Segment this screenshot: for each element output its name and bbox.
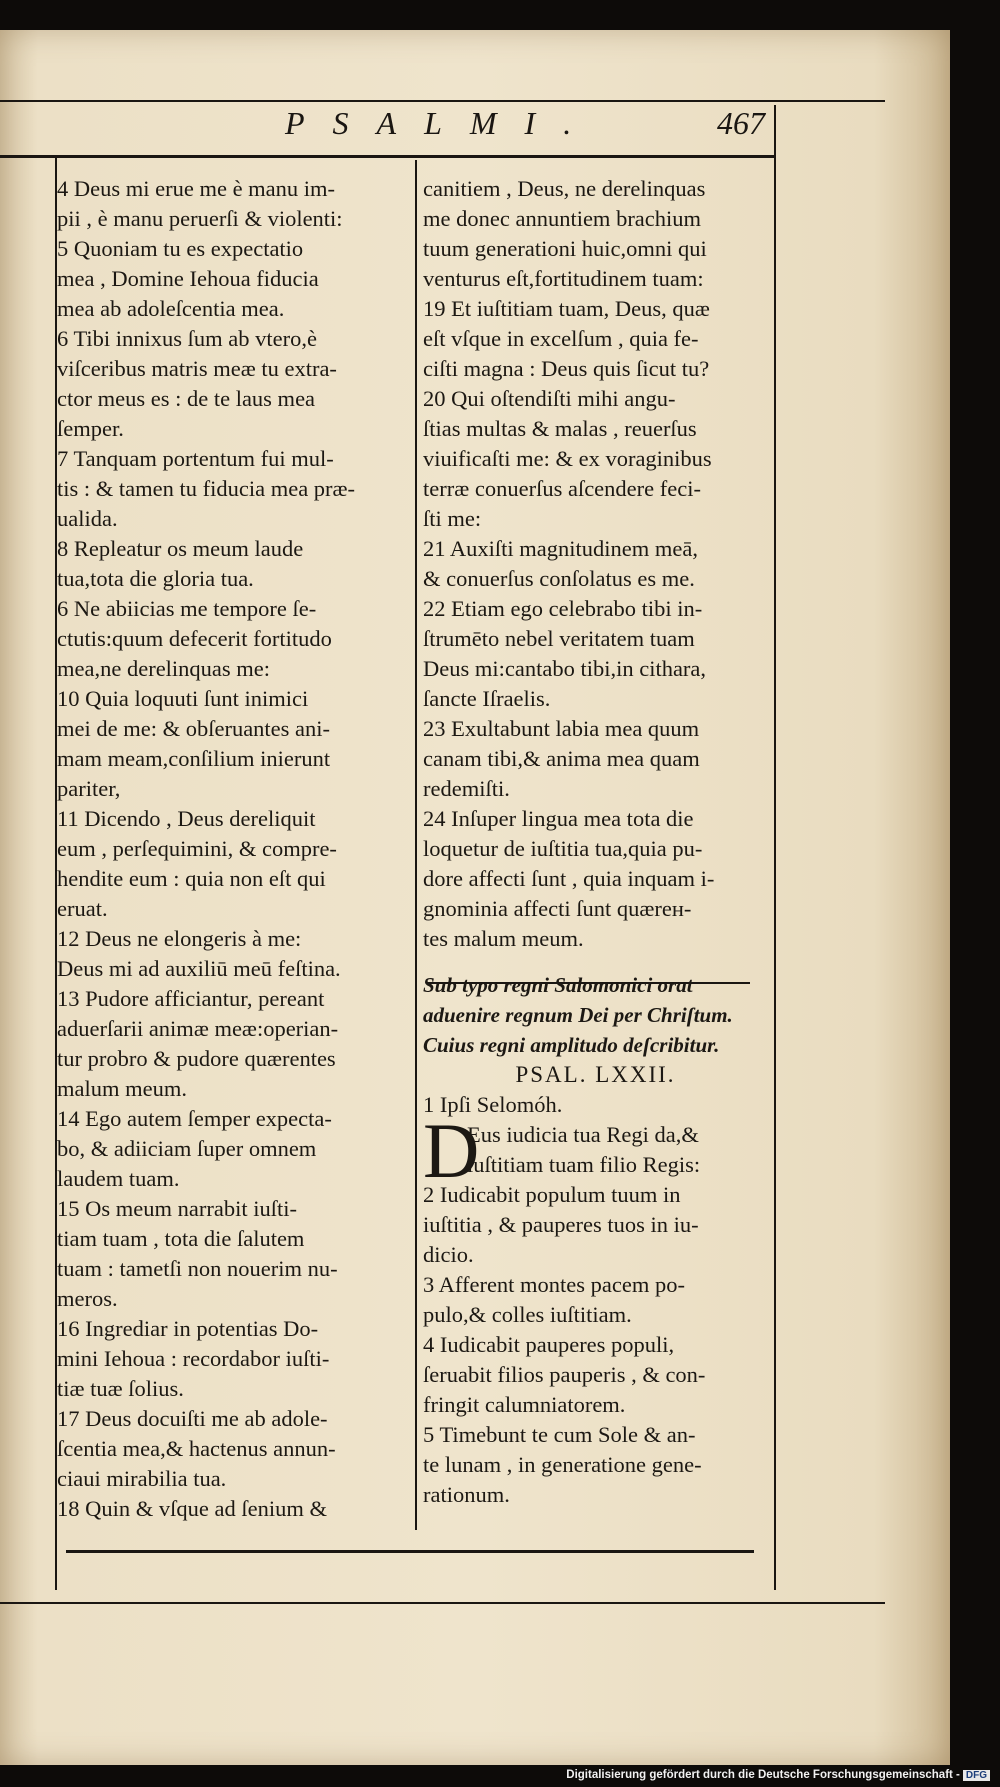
text-line: 5 Quoniam tu es expectatio <box>57 236 304 261</box>
text-line: 2 Iudicabit populum tuum in <box>423 1182 681 1207</box>
digitization-credit <box>566 1769 990 1781</box>
spacer <box>423 962 768 970</box>
lower-rule <box>0 1602 885 1604</box>
text-line: laudem tuam. <box>57 1166 180 1191</box>
text-line: dore affecti ſunt , quia inquam i- <box>423 866 715 891</box>
right-column <box>423 174 768 1510</box>
text-line: tuum generationi huic,omni qui <box>423 236 707 261</box>
right-margin-rule <box>774 105 776 1590</box>
text-line: eſt vſque in excelſum , quia fe- <box>423 326 699 351</box>
text-line: ſeruabit filios pauperis , & con- <box>423 1362 706 1387</box>
dfg-logo: DFG <box>963 1770 990 1781</box>
column-divider-rule <box>415 160 417 1530</box>
text-line: hendite eum : quia non eſt qui <box>57 866 326 891</box>
text-line: ſtias multas & malas , reuerſus <box>423 416 697 441</box>
text-line: ſtrumēto nebel veritatem tuam <box>423 626 695 651</box>
text-line: pii , è manu peruerſi & violenti: <box>57 206 343 231</box>
text-line: te lunam , in generatione gene- <box>423 1452 702 1477</box>
text-line: 4 Deus mi erue me è manu im- <box>57 176 336 201</box>
text-line: ciaui mirabilia tua. <box>57 1466 227 1491</box>
text-line: mam meam,conſilium inierunt <box>57 746 331 771</box>
drop-cap-letter: D <box>423 1107 480 1194</box>
text-line: 13 Pudore afficiantur, pereant <box>57 986 325 1011</box>
text-line: tes malum meum. <box>423 926 584 951</box>
text-line: 22 Etiam ego celebrabo tibi in- <box>423 596 703 621</box>
text-line: ſcentia mea,& hactenus annun- <box>57 1436 336 1461</box>
bottom-rule <box>66 1550 754 1553</box>
text-line: canam tibi,& anima mea quam <box>423 746 700 771</box>
text-line: ctor meus es : de te laus mea <box>57 386 316 411</box>
text-line: pariter, <box>57 776 121 801</box>
text-line: iuſtitia , & pauperes tuos in iu- <box>423 1212 699 1237</box>
header-rule <box>0 155 775 158</box>
text-line: dicio. <box>423 1242 474 1267</box>
running-title: PSALMI. <box>285 105 600 141</box>
credit-text: Digitalisierung gefördert durch die Deutsche Forschungsgemeinschaft - <box>566 1769 960 1781</box>
text-line: 7 Tanquam portentum fui mul- <box>57 446 334 471</box>
text-line: tiam tuam , tota die ſalutem <box>57 1226 305 1251</box>
text-line: eruat. <box>57 896 108 921</box>
text-line: 10 Quia loquuti ſunt inimici <box>57 686 309 711</box>
text-line: ſancte Iſraelis. <box>423 686 551 711</box>
text-line: 24 Inſuper lingua mea tota die <box>423 806 694 831</box>
text-line: pulo,& colles iuſtitiam. <box>423 1302 632 1327</box>
text-line: rationum. <box>423 1482 510 1507</box>
text-line: 8 Repleatur os meum laude <box>57 536 304 561</box>
text-line: canitiem , Deus, ne derelinquas <box>423 176 706 201</box>
text-line: tuam : tametſi non nouerim nu- <box>57 1256 338 1281</box>
text-line: Sub typo regni Salomonici orat <box>423 973 693 997</box>
text-line: ſti me: <box>423 506 482 531</box>
text-line: 3 Afferent montes pacem po- <box>423 1272 686 1297</box>
text-line: 19 Et iuſtitiam tuam, Deus, quæ <box>423 296 710 321</box>
text-line: ctutis:quum defecerit fortitudo <box>57 626 332 651</box>
text-line: bo, & adiiciam ſuper omnem <box>57 1136 317 1161</box>
text-line: ualida. <box>57 506 118 531</box>
page-number: 467 <box>717 105 765 141</box>
text-line: 17 Deus docuiſti me ab adole- <box>57 1406 328 1431</box>
text-line: fringit calumniatorem. <box>423 1392 626 1417</box>
text-line: terræ conuerſus aſcendere feci- <box>423 476 701 501</box>
text-line: venturus eſt,fortitudinem tuam: <box>423 266 704 291</box>
text-line: me donec annuntiem brachium <box>423 206 702 231</box>
text-line: tis : & tamen tu fiducia mea præ- <box>57 476 356 501</box>
text-line: aduerſarii animæ meæ:operian- <box>57 1016 339 1041</box>
text-line: gnominia affecti ſunt quærен- <box>423 896 692 921</box>
text-line: 23 Exultabunt labia mea quum <box>423 716 700 741</box>
text-line: Eus iudicia tua Regi da,& <box>467 1122 699 1147</box>
top-rule <box>0 100 885 102</box>
text-line: aduenire regnum Dei per Chriſtum. <box>423 1003 733 1027</box>
text-line: 6 Tibi innixus ſum ab vtero,è <box>57 326 318 351</box>
text-line: mea , Domine Iehoua fiducia <box>57 266 319 291</box>
text-line: eum , perſequimini, & compre- <box>57 836 337 861</box>
text-line: loquetur de iuſtitia tua,quia pu- <box>423 836 703 861</box>
page-header <box>285 105 785 153</box>
dropcap-block <box>423 1107 768 1194</box>
text-line: 18 Quin & vſque ad ſenium & <box>57 1496 327 1521</box>
text-line: 6 Ne abiicias me tempore ſe- <box>57 596 317 621</box>
text-line: 5 Timebunt te cum Sole & an- <box>423 1422 696 1447</box>
text-line: tur probro & pudore quærentes <box>57 1046 336 1071</box>
text-line: tua,tota die gloria tua. <box>57 566 254 591</box>
spacer <box>423 954 768 962</box>
text-line: 16 Ingrediar in potentias Do- <box>57 1316 319 1341</box>
text-line: Deus mi ad auxiliū meū feſtina. <box>57 956 341 981</box>
text-line: redemiſti. <box>423 776 510 801</box>
text-line: 14 Ego autem ſemper expecta- <box>57 1106 332 1131</box>
text-line: ciſti magna : Deus quis ſicut tu? <box>423 356 710 381</box>
superscription: 1 Ipſi Selomóh. <box>423 1092 563 1117</box>
text-line: tiæ tuæ ſolius. <box>57 1376 184 1401</box>
text-line: viſceribus matris meæ tu extra- <box>57 356 337 381</box>
text-line: 21 Auxiſti magnitudinem meā, <box>423 536 698 561</box>
text-line: iuſtitiam tuam filio Regis: <box>467 1152 701 1177</box>
text-line: 12 Deus ne elongeris à me: <box>57 926 302 951</box>
text-line: 20 Qui oſtendiſti mihi angu- <box>423 386 676 411</box>
text-line: mea,ne derelinquas me: <box>57 656 271 681</box>
text-line: 15 Os meum narrabit iuſti- <box>57 1196 297 1221</box>
text-line: viuificaſti me: & ex voraginibus <box>423 446 712 471</box>
text-line: mei de me: & obſeruantes ani- <box>57 716 331 741</box>
text-line: malum meum. <box>57 1076 187 1101</box>
text-line: mea ab adoleſcentia mea. <box>57 296 285 321</box>
text-line: 11 Dicendo , Deus dereliquit <box>57 806 316 831</box>
left-column <box>57 174 407 1524</box>
text-line: Cuius regni amplitudo deſcribitur. <box>423 1033 720 1057</box>
text-line: ſemper. <box>57 416 124 441</box>
text-line: 4 Iudicabit pauperes populi, <box>423 1332 675 1357</box>
psalm-heading: PSAL. LXXII. <box>515 1062 676 1087</box>
text-line: & conuerſus conſolatus es me. <box>423 566 695 591</box>
text-line: Deus mi:cantabo tibi,in cithara, <box>423 656 707 681</box>
text-line: meros. <box>57 1286 118 1311</box>
text-line: mini Iehoua : recordabor iuſti- <box>57 1346 330 1371</box>
